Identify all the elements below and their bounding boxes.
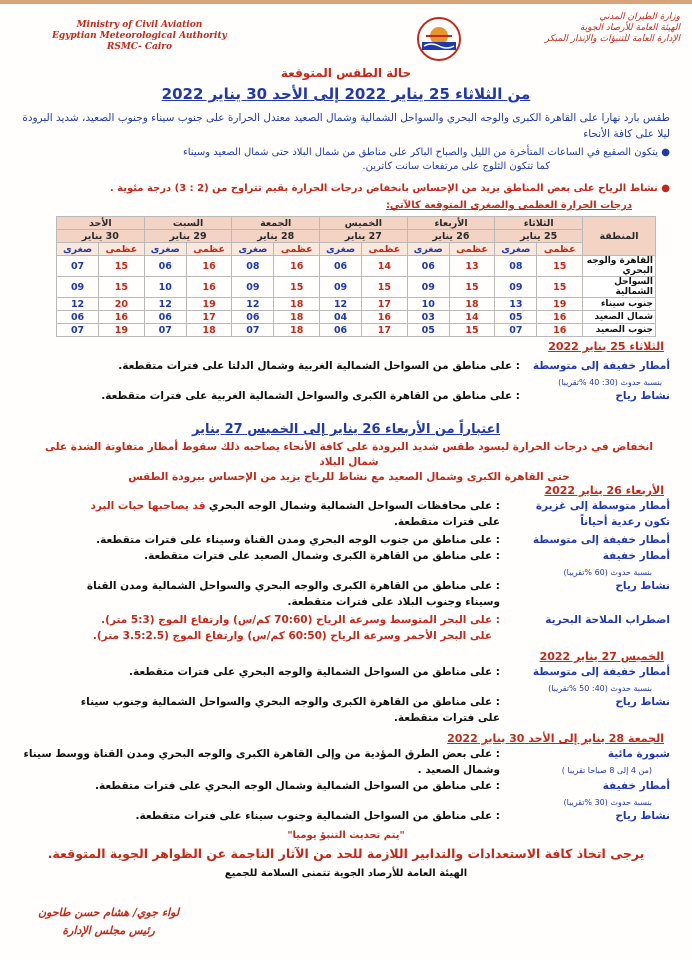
wed-hail-text: قد يصاحبها حبات البرد [90,500,206,512]
max-temp-cell: 14 [449,311,495,324]
fri-wind-desc: : على مناطق من السواحل الشمالية وجنوب سيناء على فترات متقطعة. [135,810,500,822]
region-name: القاهرة والوجه البحري [583,256,656,277]
table-caption: درجات الحرارة العظمى والصغرى المتوقعة كالآتي: [385,200,632,211]
wed-light-rain-desc: : على مناطق من القاهرة الكبرى وشمال الصعيد على فترات متقطعة. [144,550,500,562]
bullet-dot-icon: ● [658,147,670,158]
fri-rain-desc: : على مناطق من السواحل الشمالية وشمال الوجه البحري على فترات متقطعة. [94,780,500,792]
wed-wind-label: نشاط رياح [615,580,670,592]
min-column-header: صغرى [144,243,186,256]
tue-wind-desc: : على مناطق من القاهرة الكبرى والسواحل الشمالية الغربية على فترات متقطعة. [101,390,520,402]
max-temp-cell: 18 [274,311,320,324]
thu-wind-row [30,696,670,709]
max-temp-cell: 18 [449,298,495,311]
fri-fog-desc: : على بعض الطرق المؤدية من وإلى القاهرة الكبرى والوجه البحري ومدن القناة ووسط سيناء [23,748,500,760]
friday-sunday-heading: الجمعة 28 يناير إلى الأحد 30 يناير 2022 [447,732,664,745]
snow-text: كما تتكون الثلوج على مرتفعات سانت كاترين. [362,161,550,172]
min-temp-cell: 12 [232,298,274,311]
wed-heavy-rain-row [30,500,670,513]
signature-title: رئيس مجلس الإدارة [62,924,155,937]
day-name-header: الثلاثاء [495,217,583,230]
max-column-header: عظمى [274,243,320,256]
frost-bullet [20,146,670,174]
min-temp-cell: 06 [144,256,186,277]
wind-bullet [20,182,670,196]
min-temp-cell: 08 [232,256,274,277]
thu-wind-desc2: على فترات متقطعة. [393,712,500,724]
max-temp-cell: 18 [274,298,320,311]
fri-wind-label: نشاط رياح [615,810,670,822]
fri-rain-row [30,780,670,793]
max-temp-cell: 19 [99,324,145,337]
tuesday-heading: الثلاثاء 25 يناير 2022 [548,340,664,353]
fri-fog-row [23,748,670,761]
min-temp-cell: 03 [407,311,449,324]
min-temp-cell: 05 [407,324,449,337]
max-temp-cell: 15 [537,256,583,277]
period2-line2: حتى القاهرة الكبرى وشمال الصعيد مع نشاط للرياح يزيد من الإحساس ببرودة الطقس [128,471,570,483]
max-temp-cell: 17 [362,298,408,311]
region-name: شمال الصعيد [583,311,656,324]
arabic-header [545,12,680,45]
intro-paragraph: طقس بارد نهارا على القاهرة الكبرى والوجه البحري والسواحل الشمالية وشمال الصعيد معتدل الحرارة على جنوب سيناء وجنوب الصعيد، شديد البرودة ليلا على كافة الأنحاء [22,112,670,140]
min-temp-cell: 06 [57,311,99,324]
wed-light-rain-label: أمطار خفيفة [602,550,670,562]
wed-heavy-rain-label: أمطار متوسطة إلى غزيرة [535,500,670,512]
min-temp-cell: 12 [320,298,362,311]
max-column-header: عظمى [362,243,408,256]
wed-wind-row [30,580,670,593]
day-name-header: الأحد [57,217,145,230]
period2-heading: اعتباراً من الأربعاء 26 يناير إلى الخميس 27 يناير [192,422,500,437]
thu-rain-note: بنسبة حدوث (40: 50 %تقريبا) [548,684,652,693]
min-temp-cell: 07 [144,324,186,337]
header-ministry-en: Ministry of Civil Aviation [76,20,203,30]
day-date-header: 25 يناير [495,230,583,243]
max-temp-cell: 18 [186,324,232,337]
day-name-header: السبت [144,217,232,230]
wed-heavy-rain-row2 [30,516,670,529]
min-column-header: صغرى [232,243,274,256]
day-date-header: 28 يناير [232,230,320,243]
max-temp-cell: 16 [186,277,232,298]
max-temp-cell: 19 [537,298,583,311]
frost-text: يتكون الصقيع في الساعات المتأخرة من الليل والصباح الباكر على مناطق من شمال البلاد حتى شمال الصعيد وسيناء [183,147,659,158]
min-temp-cell: 04 [320,311,362,324]
region-column-header: المنطقة [583,217,656,256]
max-temp-cell: 16 [537,311,583,324]
wed-wind-desc2: وسيناء وجنوب البلاد على فترات متقطعة. [287,596,500,608]
max-temp-cell: 14 [362,256,408,277]
wed-marine-desc2: على البحر الأحمر وسرعة الرياح (60:50 كم/س) وارتفاع الموج (3.5:2.5 متر). [92,630,492,642]
wed-wind-desc: : على مناطق من القاهرة الكبرى والوجه البحري والسواحل الشمالية ومدن القناة [86,580,500,592]
min-temp-cell: 10 [407,298,449,311]
day-name-header: الأربعاء [407,217,495,230]
fri-fog-desc2: وشمال الصعيد . [417,764,500,776]
max-temp-cell: 15 [449,277,495,298]
thu-wind-desc: : على مناطق من القاهرة الكبرى والوجه البحري والسواحل الشمالية وجنوب سيناء [80,696,500,708]
english-header [52,20,227,53]
temperature-table [56,216,656,337]
max-column-header: عظمى [186,243,232,256]
min-temp-cell: 06 [407,256,449,277]
max-temp-cell: 15 [537,277,583,298]
thu-rain-desc: : على مناطق من السواحل الشمالية والوجه البحري على فترات متقطعة. [129,666,500,678]
min-column-header: صغرى [407,243,449,256]
day-date-header: 29 يناير [144,230,232,243]
top-border [0,0,692,4]
max-column-header: عظمى [449,243,495,256]
min-temp-cell: 13 [495,298,537,311]
min-temp-cell: 10 [144,277,186,298]
max-temp-cell: 20 [99,298,145,311]
wed-moderate-rain-row [30,534,670,547]
wed-thunder-label: تكون رعدية أحياناً [580,516,670,528]
wed-moderate-rain-label: أمطار خفيفة إلى متوسطة [532,534,670,546]
day-date-header: 27 يناير [320,230,408,243]
fri-rain-note: بنسبة حدوث (30 %تقريبا) [563,798,652,807]
min-column-header: صغرى [495,243,537,256]
tue-wind-label: نشاط رياح [615,390,670,402]
day-name-header: الجمعة [232,217,320,230]
min-temp-cell: 09 [495,277,537,298]
max-temp-cell: 19 [186,298,232,311]
wed-marine-desc1: : على البحر المتوسط وسرعة الرياح (70:60 كم/س) وارتفاع الموج (5:3 متر). [101,614,500,626]
tue-rain-desc: : على مناطق من السواحل الشمالية الغربية وشمال الدلتا على فترات متقطعة. [118,360,520,372]
tue-rain-row [30,360,670,373]
max-temp-cell: 18 [274,324,320,337]
bullet-dot-icon: ● [657,183,670,194]
min-temp-cell: 09 [57,277,99,298]
max-temp-cell: 16 [537,324,583,337]
fri-fog-note: (من 4 إلى 8 صباحا تقريبا ) [561,766,652,775]
header-rsmc-en: RSMC- Cairo [106,42,172,52]
min-column-header: صغرى [320,243,362,256]
min-temp-cell: 07 [57,256,99,277]
max-temp-cell: 16 [274,256,320,277]
wed-light-rain-note: بنسبة حدوث (60 %تقريبا) [563,568,652,577]
wed-moderate-rain-desc: : على مناطق من جنوب الوجه البحري ومدن القناة وسيناء على فترات متقطعة. [96,534,500,546]
bulletin-period: من الثلاثاء 25 يناير 2022 إلى الأحد 30 يناير 2022 [161,85,531,103]
region-name: السواحل الشمالية [583,277,656,298]
fri-rain-label: أمطار خفيفة [602,780,670,792]
min-temp-cell: 07 [57,324,99,337]
signature-block [38,904,179,940]
day-name-header: الخميس [320,217,408,230]
min-temp-cell: 06 [232,311,274,324]
table-row [57,298,656,311]
wed-light-rain-row [30,550,670,563]
wednesday-heading: الأربعاء 26 يناير 2022 [544,484,664,497]
signature-name: لواء جوي/ هشام حسن طاحون [38,906,180,919]
max-column-header: عظمى [99,243,145,256]
max-temp-cell: 15 [99,256,145,277]
header-department-ar: الإدارة العامة للتنبؤات والإنذار المبكر [544,34,680,44]
table-row [57,324,656,337]
thursday-heading: الخميس 27 يناير 2022 [539,650,664,663]
min-temp-cell: 12 [57,298,99,311]
min-temp-cell: 06 [320,324,362,337]
fri-fog-label: شبورة مائية [607,748,670,760]
header-ministry-ar: وزارة الطيران المدني [599,12,680,22]
table-row [57,256,656,277]
wind-text: نشاط الرياح على بعض المناطق يزيد من الإحساس بانخفاض درجات الحرارة بقيم تتراوح من (2 : 3) درجة مئوية . [109,183,658,194]
tue-rain-note: بنسبة حدوث (30: 40 %تقريبا) [558,378,662,387]
max-temp-cell: 15 [362,277,408,298]
region-name: جنوب الصعيد [583,324,656,337]
period2-line1: انخفاض في درجات الحرارة ليسود طقس شديد البرودة على كافة الأنحاء يصاحبه ذلك سقوط أمطار متفاوتة الشدة على شمال البلاد [45,441,653,468]
min-temp-cell: 07 [232,324,274,337]
max-temp-cell: 17 [186,311,232,324]
min-temp-cell: 09 [407,277,449,298]
min-temp-cell: 12 [144,298,186,311]
max-temp-cell: 16 [362,311,408,324]
min-temp-cell: 08 [495,256,537,277]
table-row [57,277,656,298]
region-name: جنوب سيناء [583,298,656,311]
max-temp-cell: 15 [99,277,145,298]
min-column-header: صغرى [57,243,99,256]
wed-heavy-rain-desc: : على محافظات السواحل الشمالية وشمال الوجه البحري [208,500,500,512]
thu-rain-row [30,666,670,679]
max-temp-cell: 15 [449,324,495,337]
table-row [57,311,656,324]
min-temp-cell: 06 [144,311,186,324]
min-temp-cell: 06 [320,256,362,277]
thu-rain-label: أمطار خفيفة إلى متوسطة [532,666,670,678]
min-temp-cell: 09 [320,277,362,298]
safety-wish: الهيئة العامة للأرصاد الجوية تتمنى السلامة للجميع [224,868,468,879]
tue-wind-row [30,390,670,403]
header-authority-ar: الهيئة العامة للأرصاد الجوية [579,23,680,33]
max-column-header: عظمى [537,243,583,256]
tue-rain-label: أمطار خفيفة إلى متوسطة [532,360,670,372]
daily-update-note: "يتم تحديث التنبؤ يوميا" [287,830,405,841]
wed-heavy-rain-desc2: على فترات متقطعة. [393,516,500,528]
min-temp-cell: 07 [495,324,537,337]
wed-marine-label: اضطراب الملاحة البحرية [545,614,670,626]
wed-marine-row [30,614,670,627]
header-authority-en: Egyptian Meteorological Authority [52,31,227,41]
thu-wind-label: نشاط رياح [615,696,670,708]
min-temp-cell: 05 [495,311,537,324]
max-temp-cell: 17 [362,324,408,337]
period2-paragraph [36,440,662,485]
precaution-warning: يرجى اتخاذ كافة الاستعدادات والتدابير اللازمة للحد من الآثار الناجمة عن الظواهر الجوية المتوقعة. [47,846,645,861]
max-temp-cell: 15 [274,277,320,298]
day-date-header: 30 يناير [57,230,145,243]
bulletin-title: حالة الطقس المتوقعة [280,66,412,80]
max-temp-cell: 13 [449,256,495,277]
ema-logo-icon [416,16,462,62]
fri-wind-row [30,810,670,823]
day-date-header: 26 يناير [407,230,495,243]
max-temp-cell: 16 [99,311,145,324]
min-temp-cell: 09 [232,277,274,298]
max-temp-cell: 16 [186,256,232,277]
